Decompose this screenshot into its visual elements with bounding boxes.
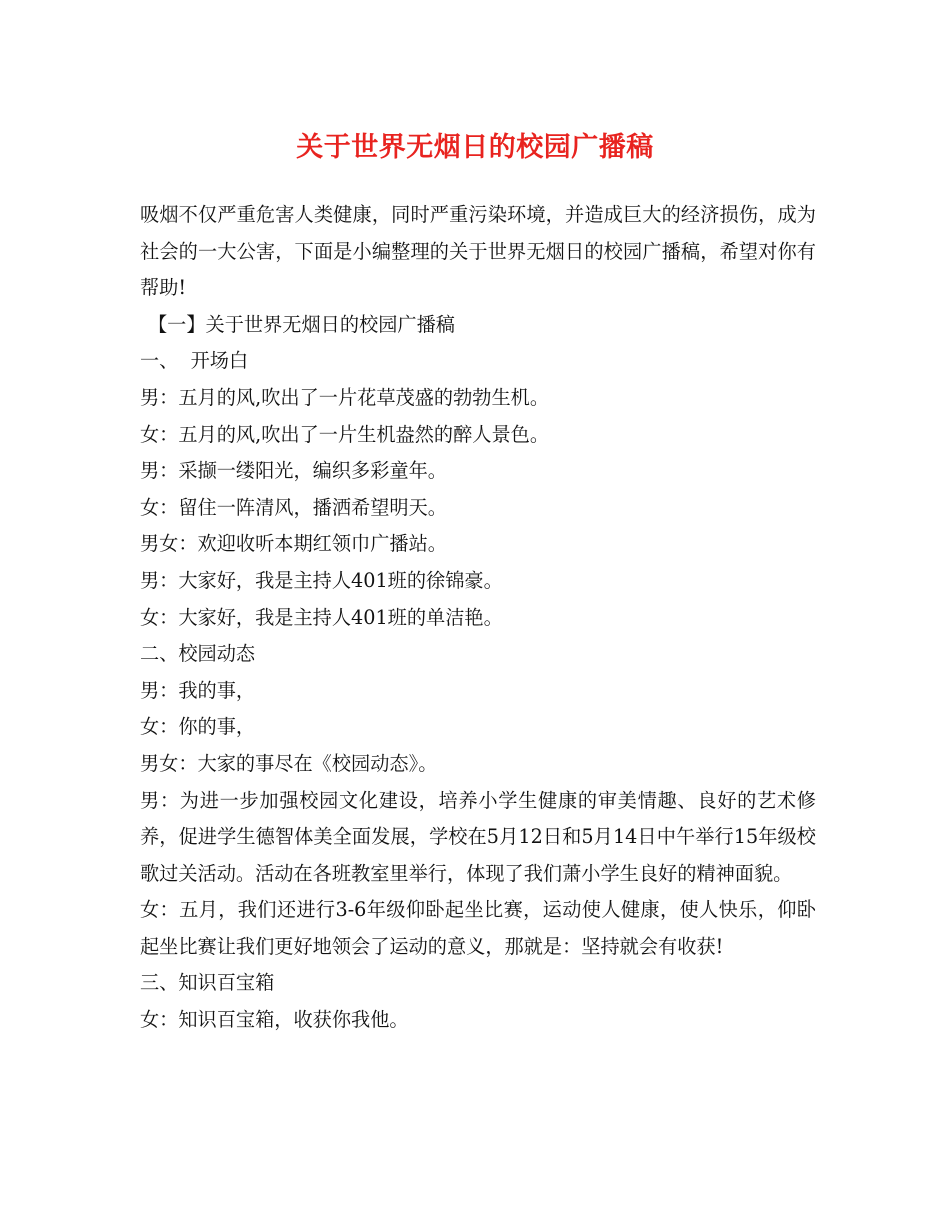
script-line: 女：大家好，我是主持人401班的单洁艳。 [140, 605, 503, 629]
script-line: 男女：欢迎收听本期红领巾广播站。 [140, 532, 447, 556]
script-paragraph: 男：为进一步加强校园文化建设，培养小学生健康的审美情趣、良好的艺术修养，促进学生德智体美全面发展，学校在5月12日和5月14日中午举行15年级校歌过关活动。活动在各班教室里举行，体现了我们萧小学生良好的精神面貌。 [140, 788, 816, 885]
subsection-heading-campus-news: 二、校园动态 [140, 642, 256, 666]
script-line: 男：五月的风,吹出了一片花草茂盛的勃勃生机。 [140, 385, 550, 409]
script-paragraph: 女：五月，我们还进行3-6年级仰卧起坐比赛，运动使人健康，使人快乐，仰卧起坐比赛让我们更好地领会了运动的意义，那就是：坚持就会有收获! [140, 898, 816, 958]
script-line: 男：采撷一缕阳光，编织多彩童年。 [140, 459, 447, 483]
script-line: 男：大家好，我是主持人401班的徐锦豪。 [140, 568, 503, 592]
document-title: 关于世界无烟日的校园广播稿 [296, 132, 654, 163]
intro-paragraph: 吸烟不仅严重危害人类健康，同时严重污染环境，并造成巨大的经济损伤，成为社会的一大公害，下面是小编整理的关于世界无烟日的校园广播稿，希望对你有帮助! [140, 203, 816, 300]
script-line: 女：留住一阵清风，播洒希望明天。 [140, 495, 447, 519]
script-line: 女：知识百宝箱，收获你我他。 [140, 1008, 409, 1032]
subsection-heading-opening: 一、 开场白 [140, 349, 249, 373]
section-heading-1: 【一】关于世界无烟日的校园广播稿 [148, 312, 455, 336]
script-line: 女：五月的风,吹出了一片生机盎然的醉人景色。 [140, 422, 550, 446]
document-body [140, 197, 816, 1039]
subsection-heading-knowledge-box: 三、知识百宝箱 [140, 971, 275, 995]
script-line: 男女：大家的事尽在《校园动态》。 [140, 751, 438, 775]
script-line: 男：我的事， [140, 678, 256, 702]
script-line: 女：你的事， [140, 715, 256, 739]
